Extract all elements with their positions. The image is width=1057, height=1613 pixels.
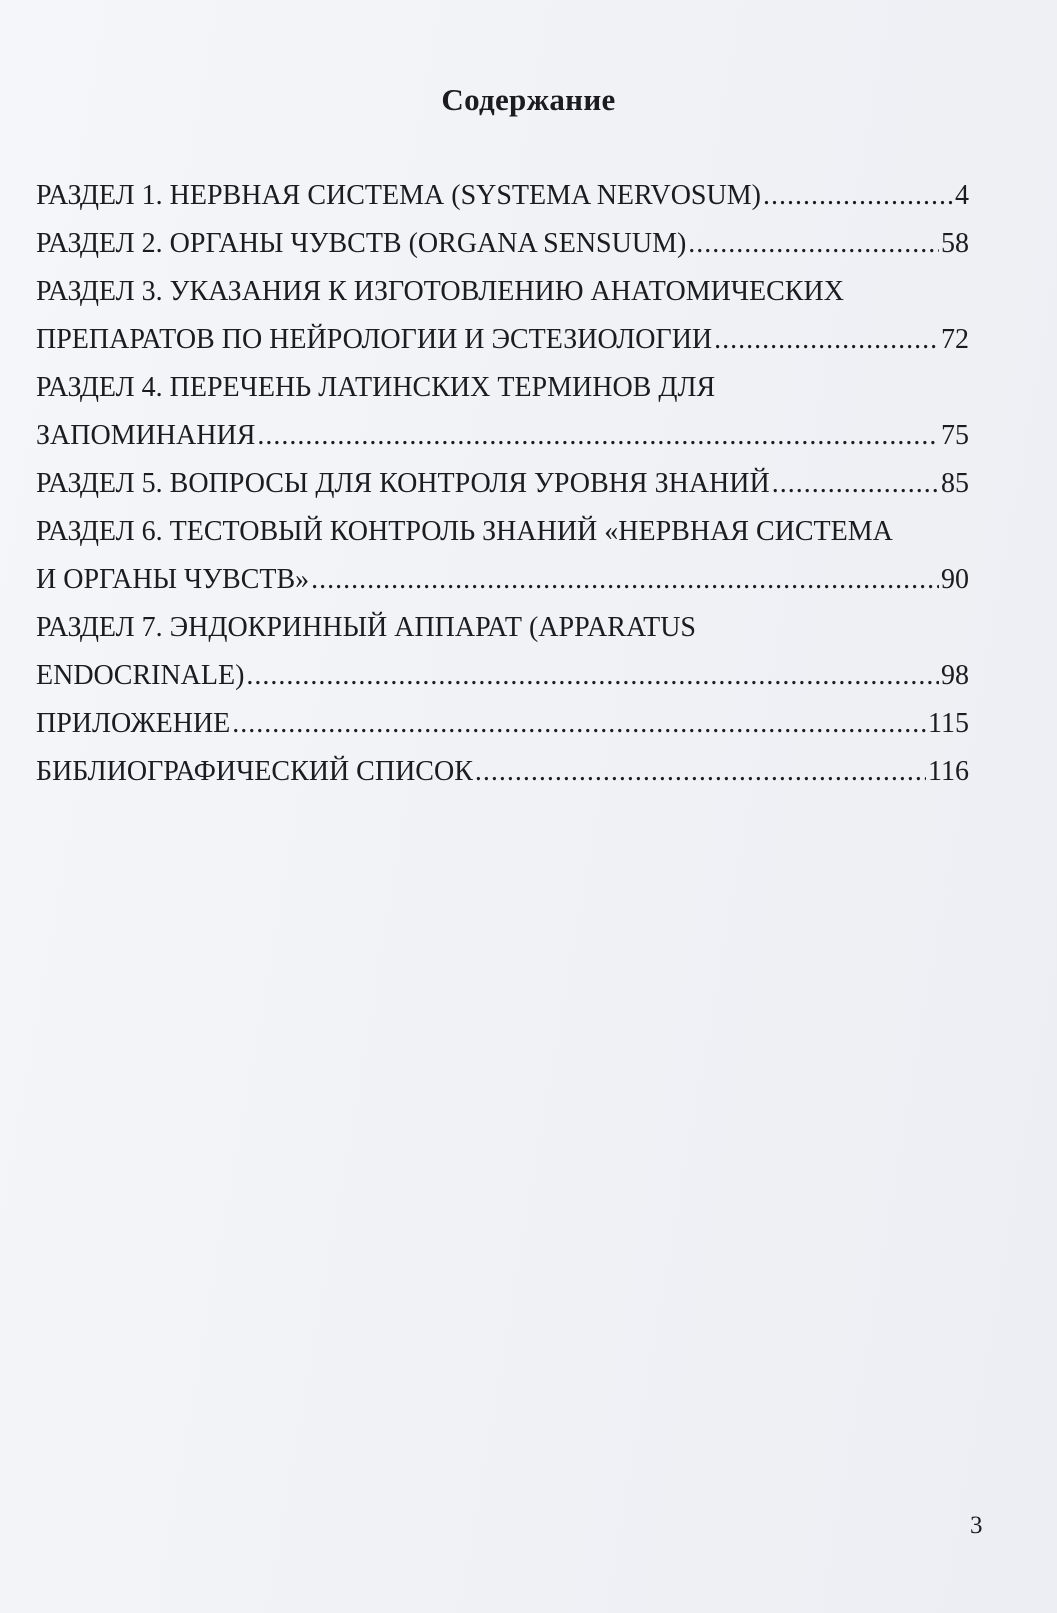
toc-page-number: 85 xyxy=(941,468,969,499)
toc-page-number: 90 xyxy=(941,564,969,595)
toc-page-number: 98 xyxy=(941,660,969,691)
toc-entry-section-4[interactable] xyxy=(36,364,969,460)
dot-leader xyxy=(714,316,939,364)
table-of-contents xyxy=(36,172,969,796)
toc-entry-bibliography[interactable] xyxy=(36,748,969,796)
toc-entry-title-line: РАЗДЕЛ 6. ТЕСТОВЫЙ КОНТРОЛЬ ЗНАНИЙ «НЕРВНАЯ СИСТЕМА xyxy=(36,516,893,547)
dot-leader xyxy=(311,556,939,604)
dot-leader xyxy=(688,220,939,268)
toc-entry-appendix[interactable] xyxy=(36,700,969,748)
dot-leader xyxy=(772,460,939,508)
toc-entry-title: ПРИЛОЖЕНИЕ xyxy=(36,708,231,739)
toc-entry-title: РАЗДЕЛ 2. ОРГАНЫ ЧУВСТВ (ORGANA SENSUUM) xyxy=(36,228,687,259)
toc-entry-section-1[interactable] xyxy=(36,172,969,220)
toc-entry-line xyxy=(36,748,969,796)
toc-entry-line xyxy=(36,652,969,700)
toc-entry-title: ЗАПОМИНАНИЯ xyxy=(36,420,256,451)
toc-entry-title-line: РАЗДЕЛ 3. УКАЗАНИЯ К ИЗГОТОВЛЕНИЮ АНАТОМИЧЕСКИХ xyxy=(36,276,844,307)
toc-entry-section-6[interactable] xyxy=(36,508,969,604)
toc-entry-title: РАЗДЕЛ 1. НЕРВНАЯ СИСТЕМА (SYSTEMA NERVOSUM) xyxy=(36,180,761,211)
toc-page-number: 58 xyxy=(941,228,969,259)
toc-entry-line xyxy=(36,316,969,364)
toc-entry-title: ПРЕПАРАТОВ ПО НЕЙРОЛОГИИ И ЭСТЕЗИОЛОГИИ xyxy=(36,324,713,355)
toc-page-number: 116 xyxy=(928,756,969,787)
toc-entry-title: РАЗДЕЛ 5. ВОПРОСЫ ДЛЯ КОНТРОЛЯ УРОВНЯ ЗНАНИЙ xyxy=(36,468,770,499)
toc-page-number: 72 xyxy=(941,324,969,355)
toc-entry-section-3[interactable] xyxy=(36,268,969,364)
page-number: 3 xyxy=(970,1512,983,1539)
toc-entry-line xyxy=(36,556,969,604)
toc-entry-title-line: РАЗДЕЛ 7. ЭНДОКРИННЫЙ АППАРАТ (APPARATUS xyxy=(36,612,696,643)
dot-leader xyxy=(475,748,926,796)
toc-entry-line xyxy=(36,220,969,268)
toc-entry-line xyxy=(36,172,969,220)
toc-entry-line xyxy=(36,412,969,460)
toc-page-number: 75 xyxy=(941,420,969,451)
toc-entry-title-line: РАЗДЕЛ 4. ПЕРЕЧЕНЬ ЛАТИНСКИХ ТЕРМИНОВ ДЛЯ xyxy=(36,372,716,403)
toc-entry-title: ENDOCRINALE) xyxy=(36,660,245,691)
toc-page-number: 115 xyxy=(928,708,969,739)
dot-leader xyxy=(257,412,939,460)
toc-entry-section-5[interactable] xyxy=(36,460,969,508)
page-title: Содержание xyxy=(441,82,616,117)
toc-entry-line xyxy=(36,460,969,508)
toc-entry-line xyxy=(36,700,969,748)
dot-leader xyxy=(232,700,926,748)
toc-entry-section-7[interactable] xyxy=(36,604,969,700)
dot-leader xyxy=(246,652,939,700)
toc-page-number: 4 xyxy=(955,180,969,211)
toc-entry-section-2[interactable] xyxy=(36,220,969,268)
toc-entry-title: БИБЛИОГРАФИЧЕСКИЙ СПИСОК xyxy=(36,756,473,787)
dot-leader xyxy=(763,172,953,220)
toc-entry-title: И ОРГАНЫ ЧУВСТВ» xyxy=(36,564,310,595)
